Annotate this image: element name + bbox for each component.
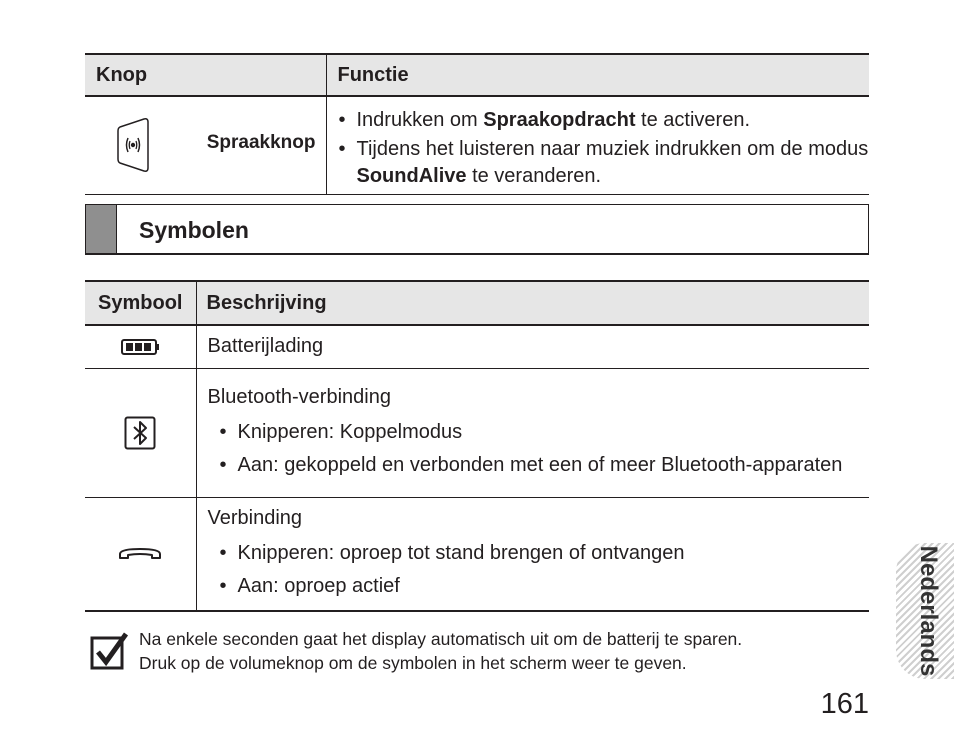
language-tab <box>896 543 954 679</box>
list-item: • Knipperen: Koppelmodus <box>220 419 860 446</box>
table-row <box>85 325 869 369</box>
button-function-table <box>85 53 869 195</box>
column-header-beschrijving: Beschrijving <box>196 281 869 325</box>
checkmark-note-icon <box>90 630 130 672</box>
symbol-cell <box>85 498 196 612</box>
phone-connection-icon <box>117 546 163 562</box>
column-header-knop: Knop <box>85 54 326 96</box>
description-title: Verbinding <box>207 507 303 529</box>
section-heading <box>85 204 869 255</box>
table-row <box>85 369 869 498</box>
symbols-table <box>85 280 869 612</box>
description-cell <box>196 498 869 612</box>
list-item <box>339 107 870 134</box>
button-cell <box>85 96 326 195</box>
table-header-row <box>85 281 869 325</box>
table-header-row <box>85 54 869 96</box>
list-item: • Knipperen: oproep tot stand brengen of ontvangen <box>220 540 860 567</box>
description-list <box>208 530 860 600</box>
table-row <box>85 96 869 195</box>
language-tab-label: Nederlands <box>915 545 942 677</box>
note-text <box>139 627 742 675</box>
bluetooth-icon <box>124 416 156 450</box>
description-cell <box>196 325 869 369</box>
battery-icon <box>120 338 160 356</box>
voice-command-button-icon <box>116 117 150 173</box>
section-title: Symbolen <box>139 217 249 243</box>
table-row <box>85 498 869 612</box>
symbol-cell <box>85 369 196 498</box>
text: te veranderen. <box>466 165 602 187</box>
bold-text: SoundAlive <box>356 165 467 187</box>
bold-text: Spraakopdracht <box>483 109 636 131</box>
function-list <box>327 97 870 190</box>
text: Tijdens het luisteren naar muziek indrukken om de modus <box>356 138 869 160</box>
symbol-cell <box>85 325 196 369</box>
column-header-functie: Functie <box>326 54 869 96</box>
function-cell <box>326 96 869 195</box>
note-line: Druk op de volumeknop om de symbolen in het scherm weer te geven. <box>139 653 687 673</box>
column-header-symbool: Symbool <box>85 281 196 325</box>
description-title: Bluetooth-verbinding <box>207 386 391 408</box>
description-title: Batterijlading <box>207 335 324 357</box>
description-list <box>208 409 860 479</box>
button-label: Spraakknop <box>206 132 316 153</box>
section-marker <box>86 205 117 253</box>
description-cell <box>196 369 869 498</box>
list-item: • Aan: gekoppeld en verbonden met een of meer Bluetooth-apparaten <box>220 452 860 479</box>
page-number: 161 <box>820 688 869 720</box>
list-item: • Aan: oproep actief <box>220 573 860 600</box>
list-item <box>339 136 870 190</box>
text: Indrukken om <box>356 109 484 131</box>
note-line: Na enkele seconden gaat het display automatisch uit om de batterij te sparen. <box>139 629 743 649</box>
text: te activeren. <box>635 109 751 131</box>
